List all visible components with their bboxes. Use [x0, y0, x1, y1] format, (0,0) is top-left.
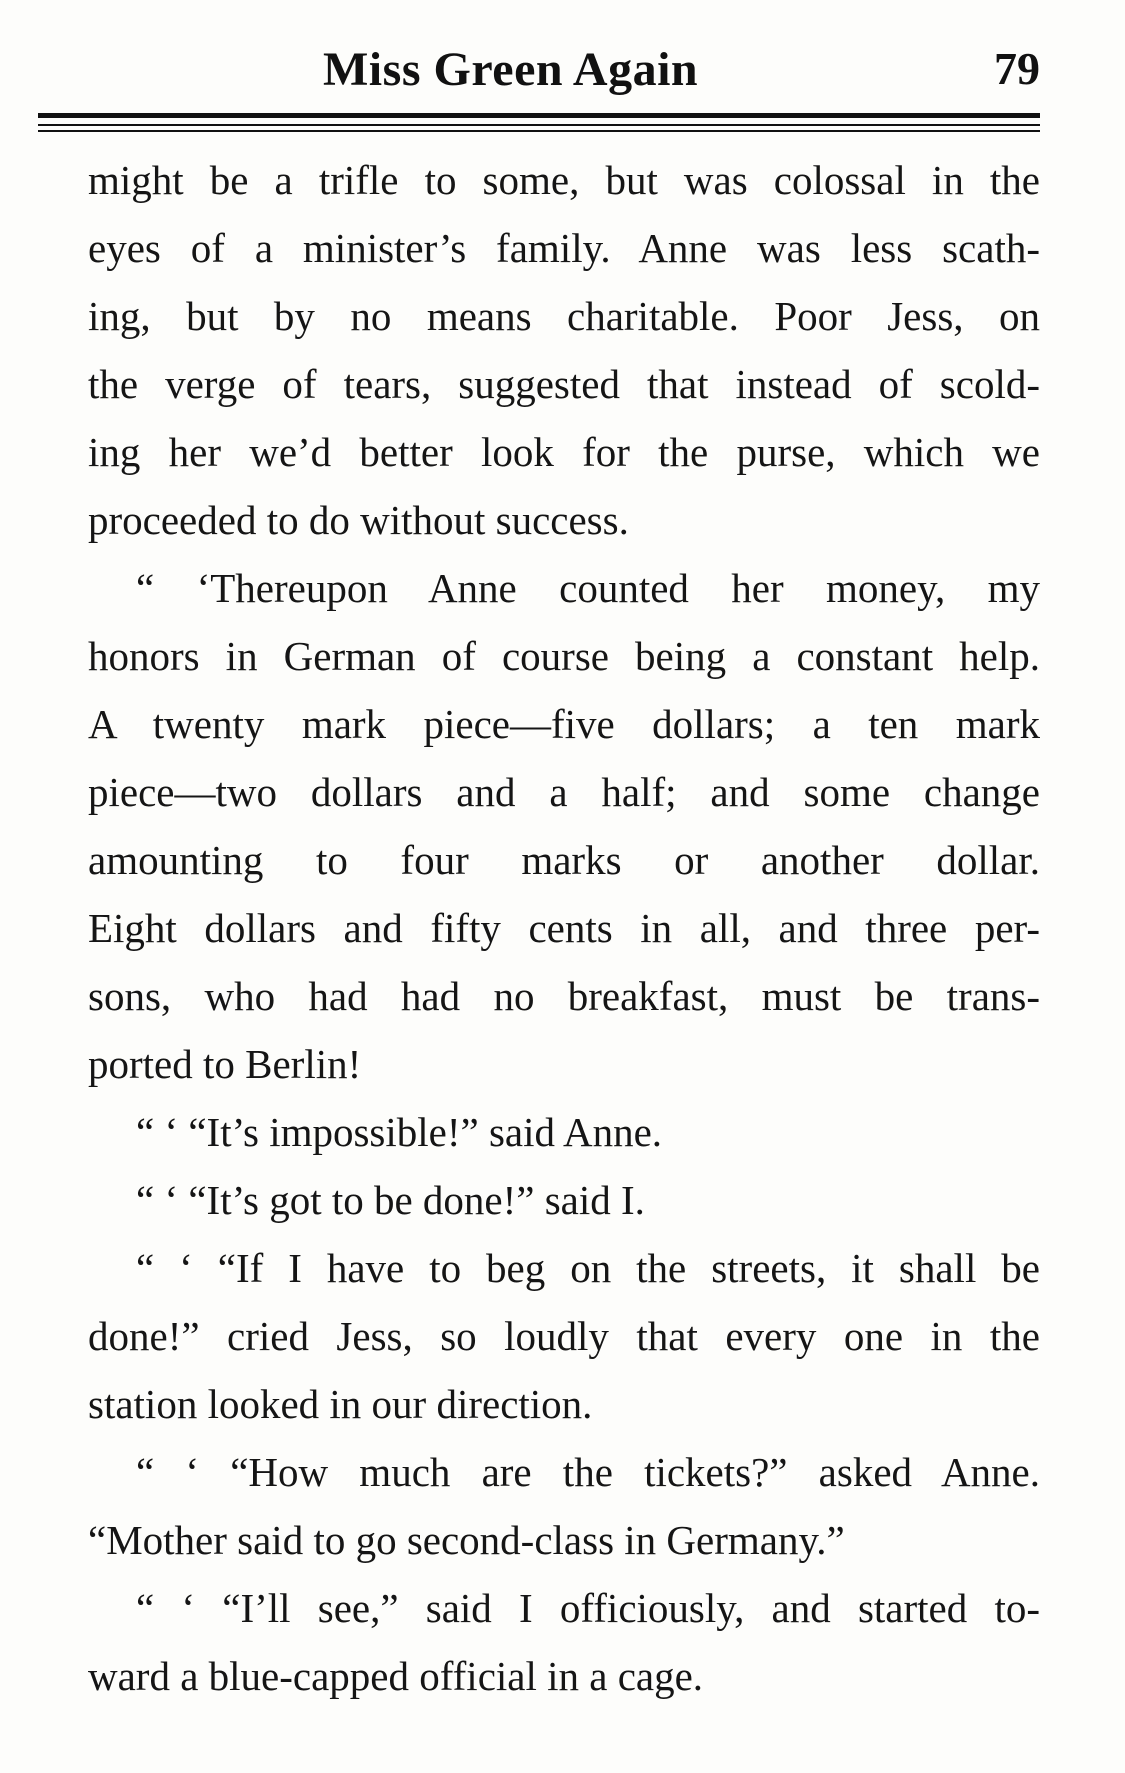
text-line: “ ‘ “It’s impossible!” said Anne.	[136, 1109, 663, 1155]
header-rule-thin	[38, 124, 1040, 126]
text-line: the verge of tears, suggested that instead of scold-	[88, 361, 1040, 407]
text-line: proceeded to do without success.	[88, 497, 629, 543]
running-title: Miss Green Again	[323, 43, 699, 96]
page-number: 79	[994, 43, 1040, 94]
text-line: ing her we’d better look for the purse, which we	[88, 429, 1040, 475]
text-line: A twenty mark piece—five dollars; a ten mark	[88, 701, 1040, 747]
text-line: piece—two dollars and a half; and some change	[88, 769, 1040, 815]
text-line: “Mother said to go second-class in Germany.”	[88, 1517, 845, 1563]
page-header	[88, 38, 1040, 102]
body-text	[88, 146, 1040, 1710]
text-line: ing, but by no means charitable. Poor Jess, on	[88, 293, 1040, 339]
text-line: “ ‘ “If I have to beg on the streets, it shall be	[136, 1245, 1040, 1291]
text-line: might be a trifle to some, but was colossal in the	[88, 157, 1040, 203]
text-line: “ ‘ “It’s got to be done!” said I.	[136, 1177, 645, 1223]
text-line: ported to Berlin!	[88, 1041, 362, 1087]
text-line: done!” cried Jess, so loudly that every one in the	[88, 1313, 1040, 1359]
header-rule-thick	[38, 113, 1040, 118]
text-line: station looked in our direction.	[88, 1381, 593, 1427]
text-line: eyes of a minister’s family. Anne was less scath-	[88, 225, 1040, 271]
text-line: Eight dollars and fifty cents in all, and three per-	[88, 905, 1040, 951]
text-line: “ ‘Thereupon Anne counted her money, my	[136, 565, 1040, 611]
text-line: amounting to four marks or another dollar.	[88, 837, 1040, 883]
text-line: “ ‘ “I’ll see,” said I officiously, and started to-	[136, 1585, 1040, 1631]
text-line: honors in German of course being a constant help.	[88, 633, 1040, 679]
text-line: sons, who had had no breakfast, must be trans-	[88, 973, 1040, 1019]
text-line: “ ‘ “How much are the tickets?” asked Anne.	[136, 1449, 1040, 1495]
text-line: ward a blue-capped official in a cage.	[88, 1653, 704, 1699]
header-rule-thin-2	[38, 130, 1040, 132]
